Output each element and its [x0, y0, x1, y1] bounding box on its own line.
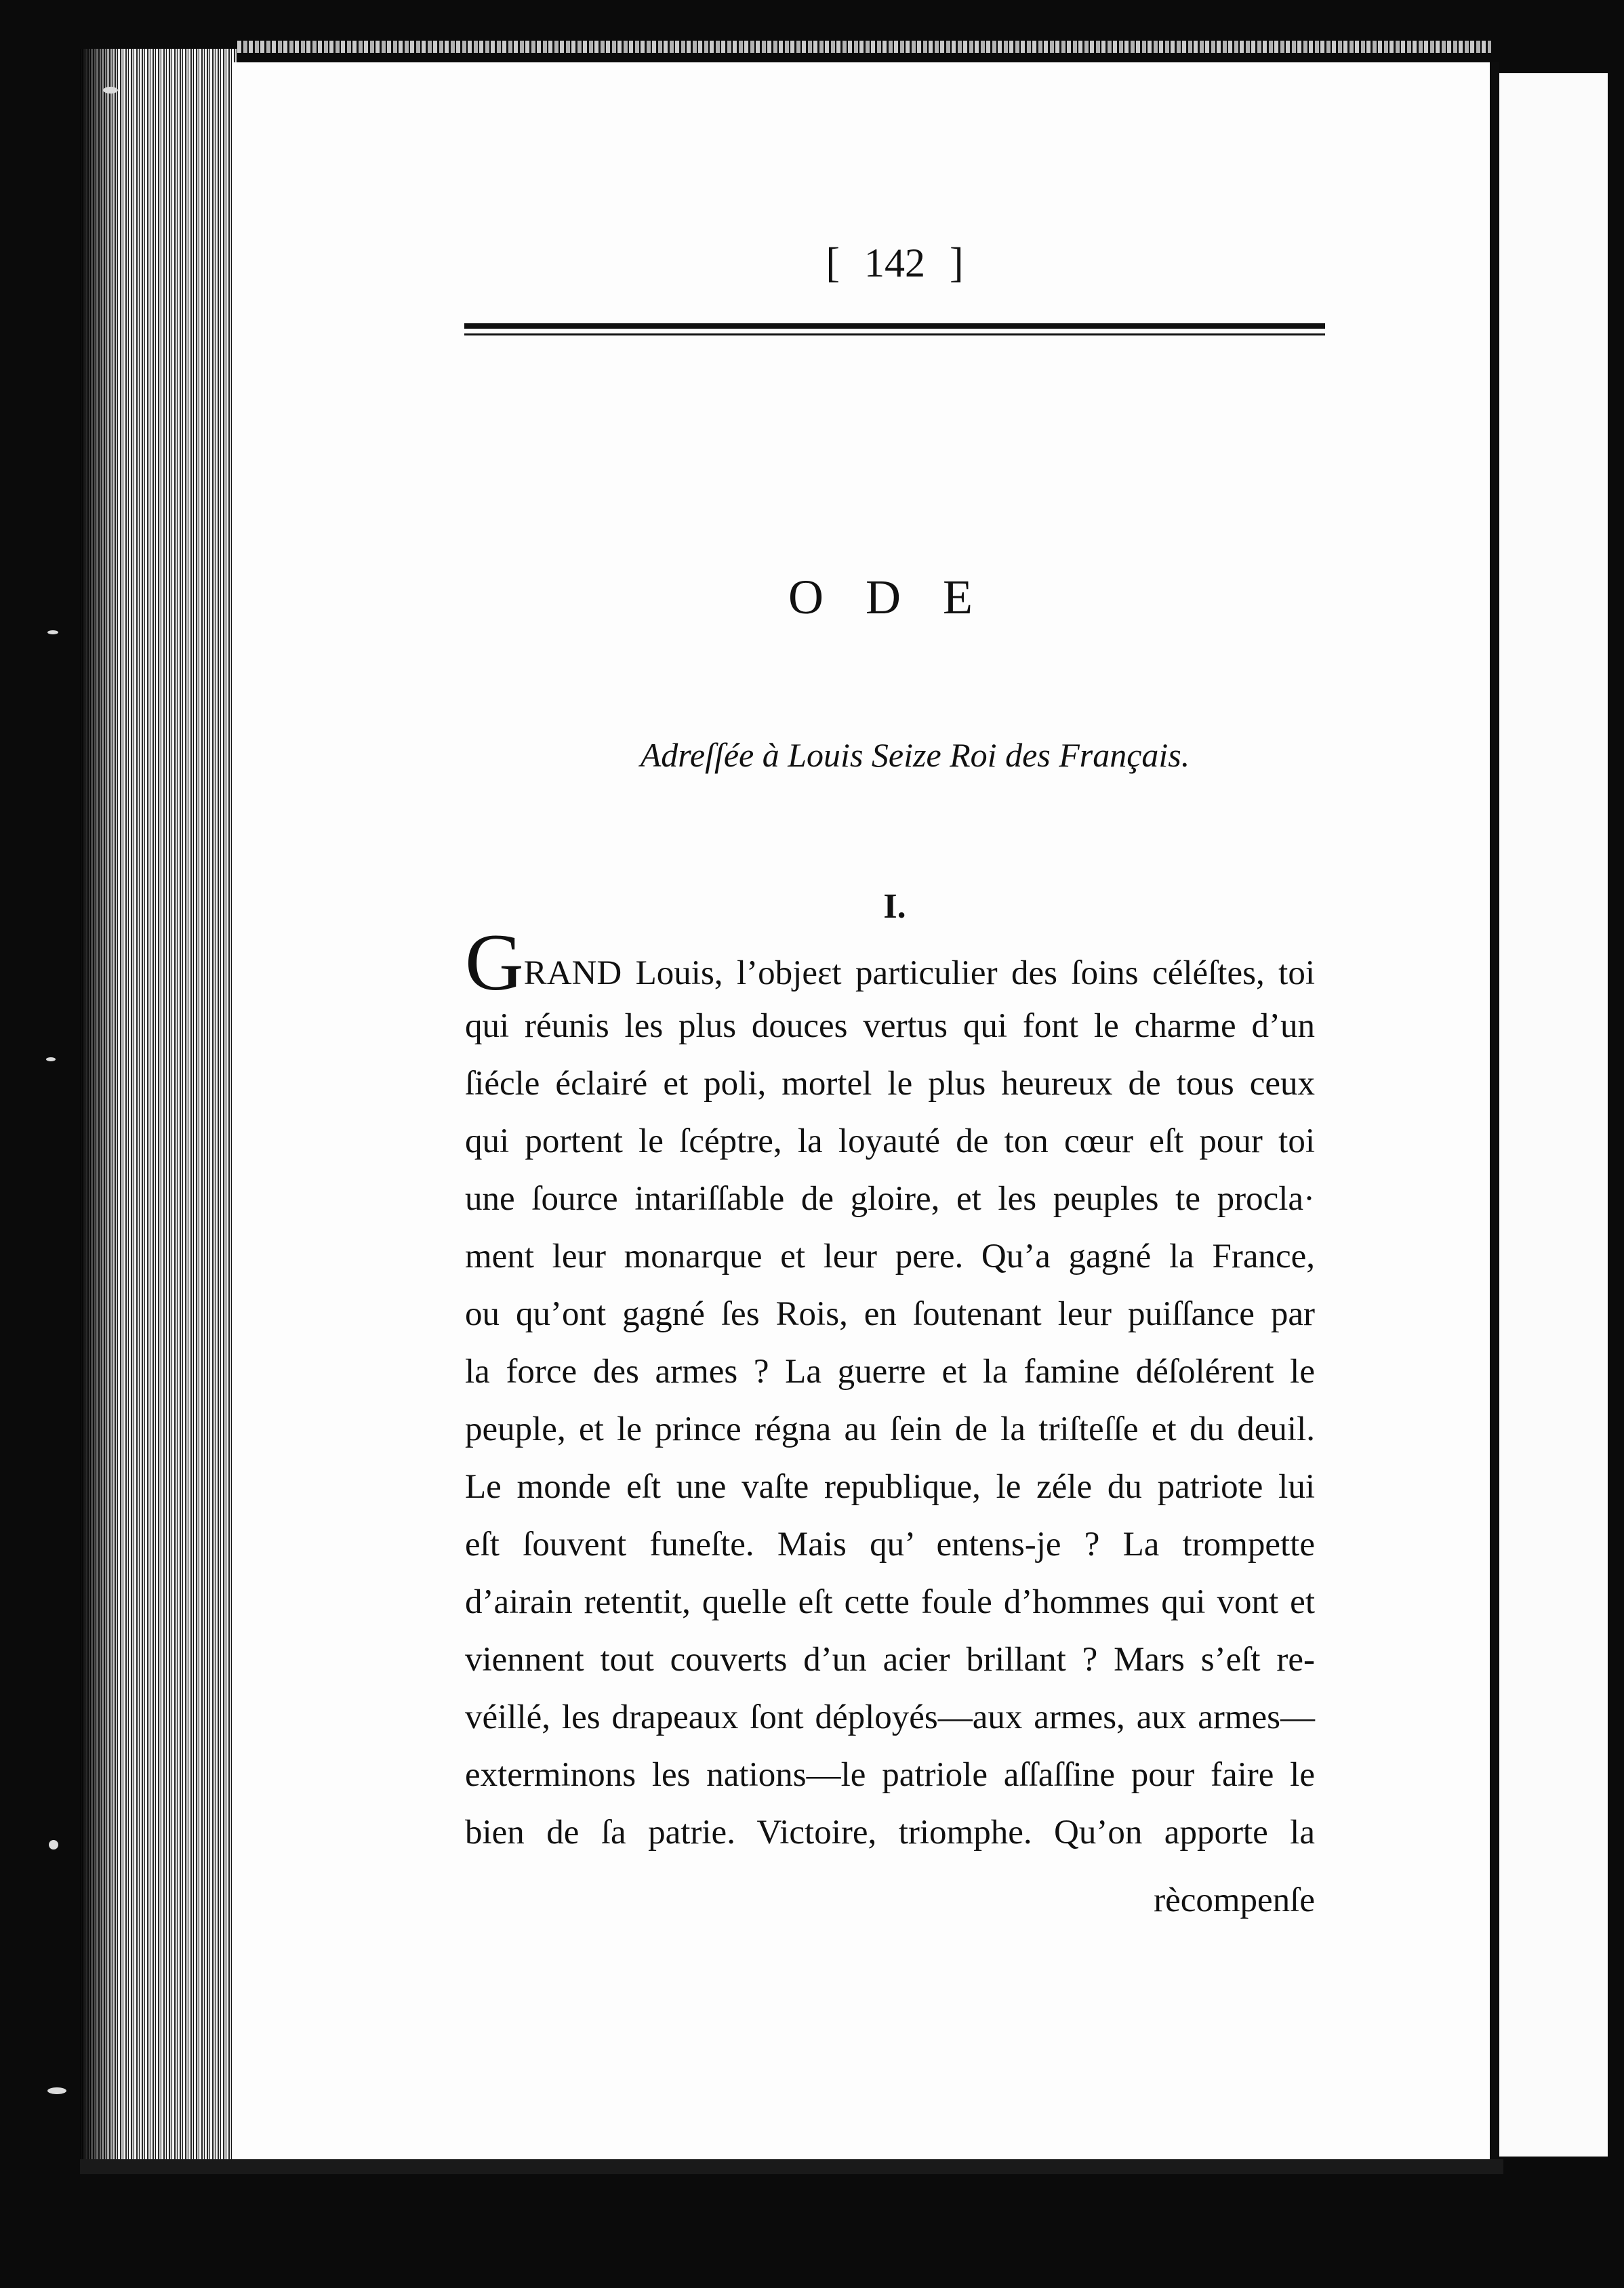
text-line: peuple, et le prince régna au ſein de la triſteſſe et du deuil. — [465, 1410, 1315, 1448]
text-line: ou qu’ont gagné ſes Rois, en ſoutenant leur puiſſance par — [465, 1295, 1315, 1333]
scan-speck — [49, 1840, 58, 1850]
text-line: ment leur monarque et leur pere. Qu’a gagné la France, — [465, 1238, 1315, 1275]
body-text — [465, 917, 1315, 1862]
text-line: véillé, les drapeaux ſont déployés—aux armes, aux armes— — [465, 1698, 1315, 1736]
drop-cap: G — [465, 917, 524, 1007]
text-line: d’airain retentit, quelle eſt cette foule d’hommes qui vont et — [465, 1583, 1315, 1621]
page-number: 142 — [864, 240, 925, 285]
text-line: exterminons les nations—le patriole aſſaſſine pour faire le — [465, 1756, 1315, 1794]
first-line-rest: Louis, l’objeɛt particulier des ſoins céléſtes, toi — [635, 954, 1315, 992]
section-number: I. — [883, 887, 906, 926]
text-line: bien de ſa patrie. Victoire, triomphe. Qu’on apporte la — [465, 1814, 1315, 1852]
top-edge-stripe — [237, 41, 1491, 53]
header-rule-thick — [464, 323, 1325, 329]
page-title: O D E — [788, 570, 988, 624]
scan-speck — [47, 630, 58, 634]
page-subtitle: Adreſſée à Louis Seize Roi des Français. — [640, 736, 1190, 774]
page-gutter — [1490, 62, 1499, 2159]
text-line — [465, 917, 1315, 1007]
scan-speck — [47, 2087, 66, 2094]
small-caps-word: RAND — [523, 954, 622, 992]
scan-speck — [46, 1057, 56, 1061]
text-line: ſiécle éclairé et poli, mortel le plus heureux de tous ceux — [465, 1065, 1315, 1103]
text-line: qui réunis les plus douces vertus qui font le charme d’un — [465, 1007, 1315, 1045]
book-bottom-edge — [80, 2159, 1503, 2174]
header-rule-thin — [464, 333, 1325, 335]
bracket-close: ] — [950, 239, 964, 286]
fore-edge-shadow — [80, 49, 121, 2162]
scan-speck — [103, 87, 118, 94]
facing-page-edge — [1499, 73, 1608, 2157]
text-line: qui portent le ſcéptre, la loyauté de ton cœur eſt pour toi — [465, 1122, 1315, 1160]
text-line: la force des armes ? La guerre et la famine déſolérent le — [465, 1353, 1315, 1391]
bracket-open: [ — [826, 239, 840, 286]
text-line: eſt ſouvent funeſte. Mais qu’ entens-je ? La trompette — [465, 1526, 1315, 1564]
text-line: viennent tout couverts d’un acier brillant ? Mars s’eſt re- — [465, 1641, 1315, 1679]
catchword: rècompenſe — [1154, 1881, 1315, 1919]
text-line: Le monde eſt une vaſte republique, le zéle du patriote lui — [465, 1468, 1315, 1506]
page-header — [793, 236, 996, 290]
text-line: une ſource intariſſable de gloire, et les peuples te procla· — [465, 1180, 1315, 1218]
